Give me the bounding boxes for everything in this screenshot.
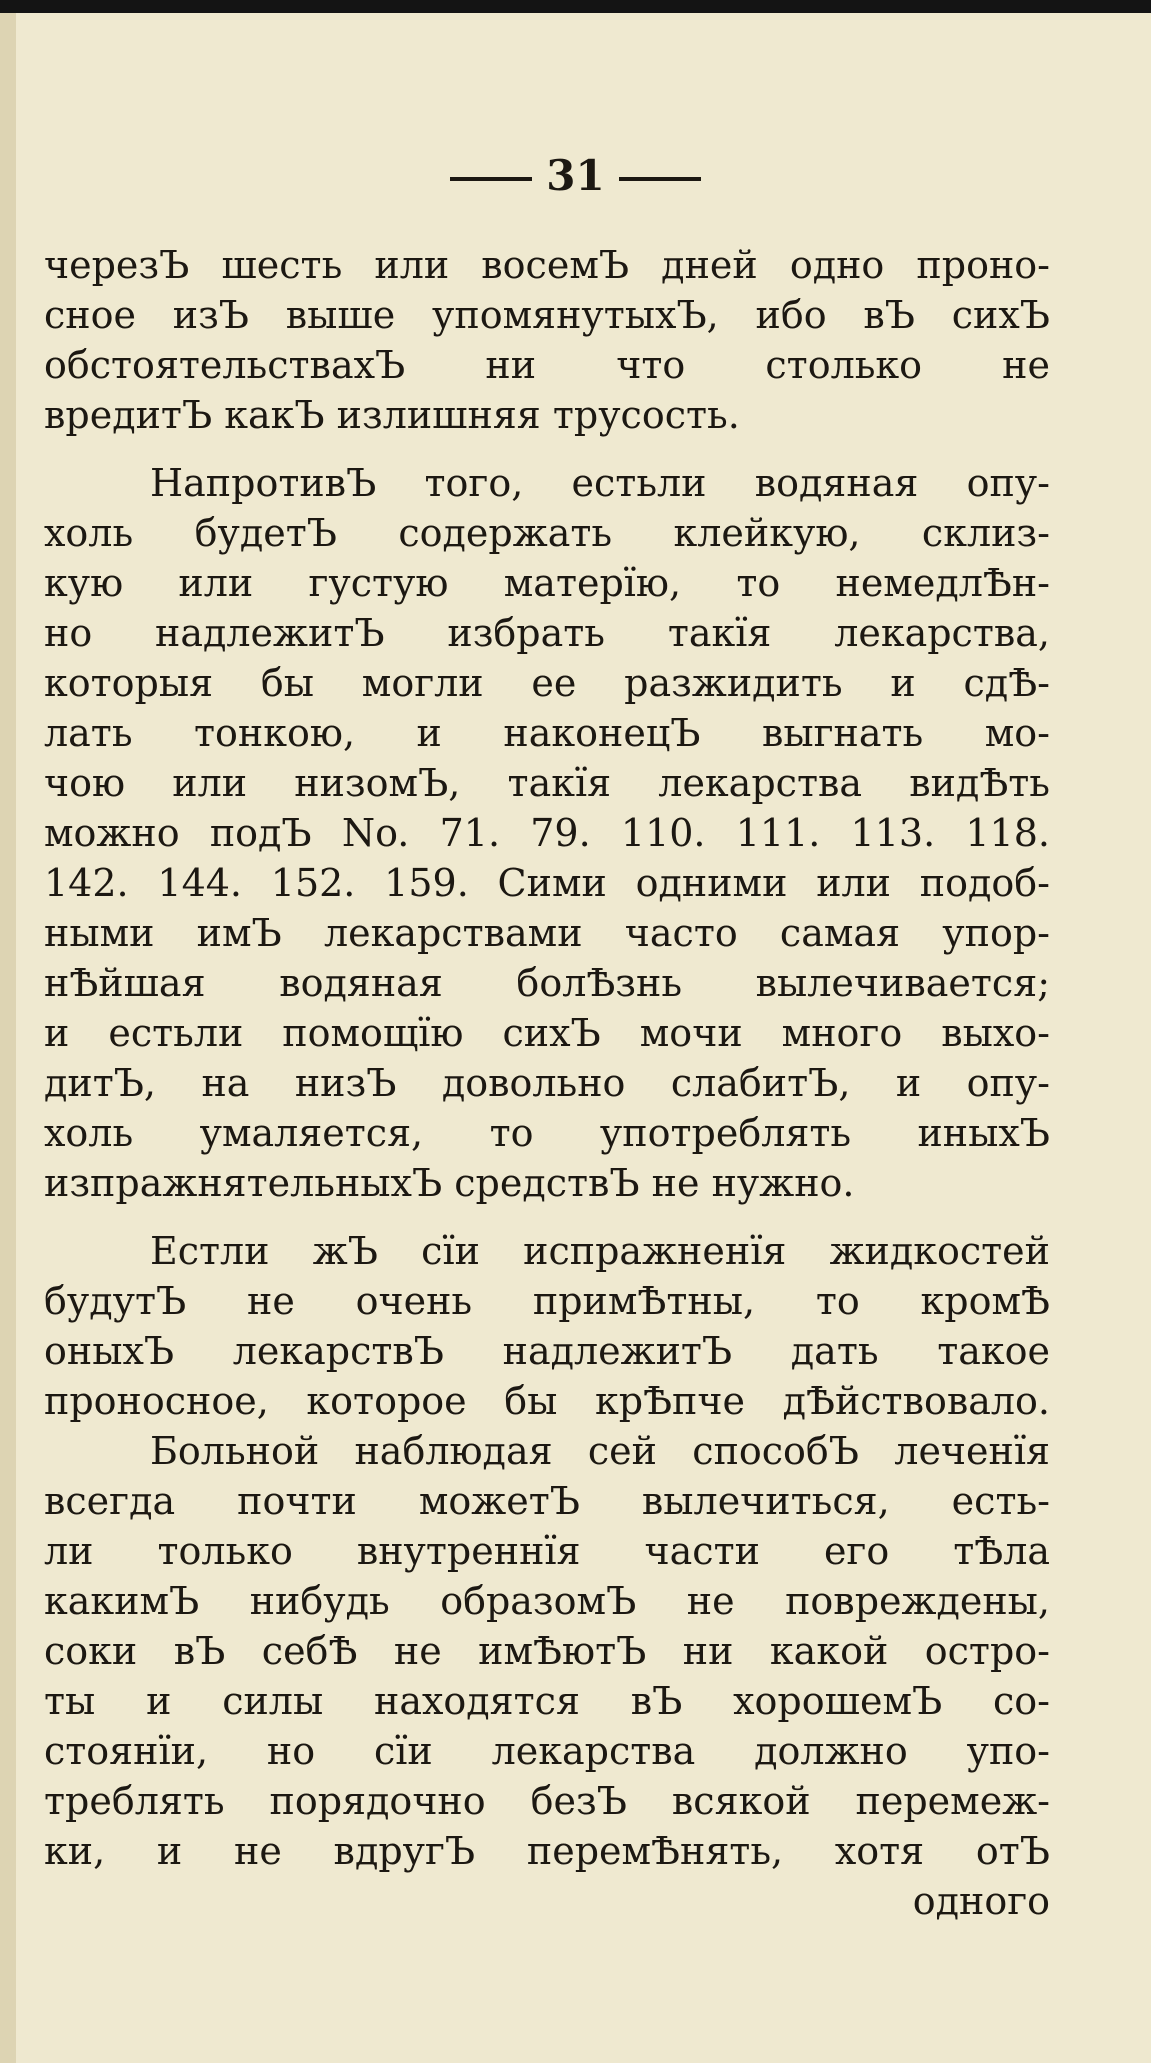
left-dash	[450, 177, 532, 181]
text-line: нѢйшая водяная болѢзнь вылечивается;	[44, 961, 1050, 1005]
text-line: которыя бы могли ее разжидить и сдѢ-	[44, 661, 1050, 705]
text-line: изпражнятельныхЪ средствЪ не нужно.	[44, 1161, 855, 1205]
text-line: ными имЪ лекарствами часто самая упор-	[44, 911, 1050, 955]
right-dash	[619, 177, 701, 181]
text-line: ли только внутреннїя части его тѢла	[44, 1529, 1050, 1573]
text-line: всегда почти можетЪ вылечиться, есть-	[44, 1479, 1050, 1523]
text-line: кую или густую матерїю, то немедлѢн-	[44, 561, 1050, 605]
catchword: одного	[912, 1879, 1050, 1923]
text-line: лать тонкою, и наконецЪ выгнать мо-	[44, 711, 1050, 755]
text-line: какимЪ нибудь образомЪ не повреждены,	[44, 1579, 1050, 1623]
text-line: чою или низомЪ, такїя лекарства видѢть	[44, 761, 1050, 805]
text-line: Естли жЪ сїи испражненїя жидкостей	[150, 1229, 1050, 1273]
text-line: вредитЪ какЪ излишняя трусость.	[44, 393, 740, 437]
page-fold-shadow	[0, 13, 16, 2063]
text-line: сное изЪ выше упомянутыхЪ, ибо вЪ сихЪ	[44, 293, 1050, 337]
text-line: холь умаляется, то употреблять иныхЪ	[44, 1111, 1050, 1155]
text-line: можно подЪ No. 71. 79. 110. 111. 113. 118.	[44, 811, 1050, 855]
text-line: оныхЪ лекарствЪ надлежитЪ дать такое	[44, 1329, 1050, 1373]
text-line: ки, и не вдругЪ перемѢнять, хотя отЪ	[44, 1829, 1050, 1873]
text-line: черезЪ шесть или восемЪ дней одно проно-	[44, 243, 1050, 287]
text-line: дитЪ, на низЪ довольно слабитЪ, и опу-	[44, 1061, 1050, 1105]
text-line: проносное, которое бы крѢпче дѢйствовало.	[44, 1379, 1050, 1423]
text-line: будутЪ не очень примѢтны, то кромѢ	[44, 1279, 1050, 1323]
page-number-header	[0, 151, 1151, 200]
text-line: стоянїи, но сїи лекарства должно упо-	[44, 1729, 1050, 1773]
text-line: и естьли помощїю сихЪ мочи много выхо-	[44, 1011, 1050, 1055]
text-line: НапротивЪ того, естьли водяная опу-	[150, 461, 1050, 505]
text-line: соки вЪ себѢ не имѢютЪ ни какой остро-	[44, 1629, 1050, 1673]
text-line: но надлежитЪ избрать такїя лекарства,	[44, 611, 1050, 655]
text-line: Больной наблюдая сей способЪ леченїя	[150, 1429, 1050, 1473]
text-line: 142. 144. 152. 159. Сими одними или подоб-	[44, 861, 1050, 905]
page-number: 31	[546, 151, 605, 200]
text-line: ты и силы находятся вЪ хорошемЪ со-	[44, 1679, 1050, 1723]
text-line: обстоятельствахЪ ни что столько не	[44, 343, 1050, 387]
text-line: холь будетЪ содержать клейкую, склиз-	[44, 511, 1050, 555]
text-line: треблять порядочно безЪ всякой перемеж-	[44, 1779, 1050, 1823]
